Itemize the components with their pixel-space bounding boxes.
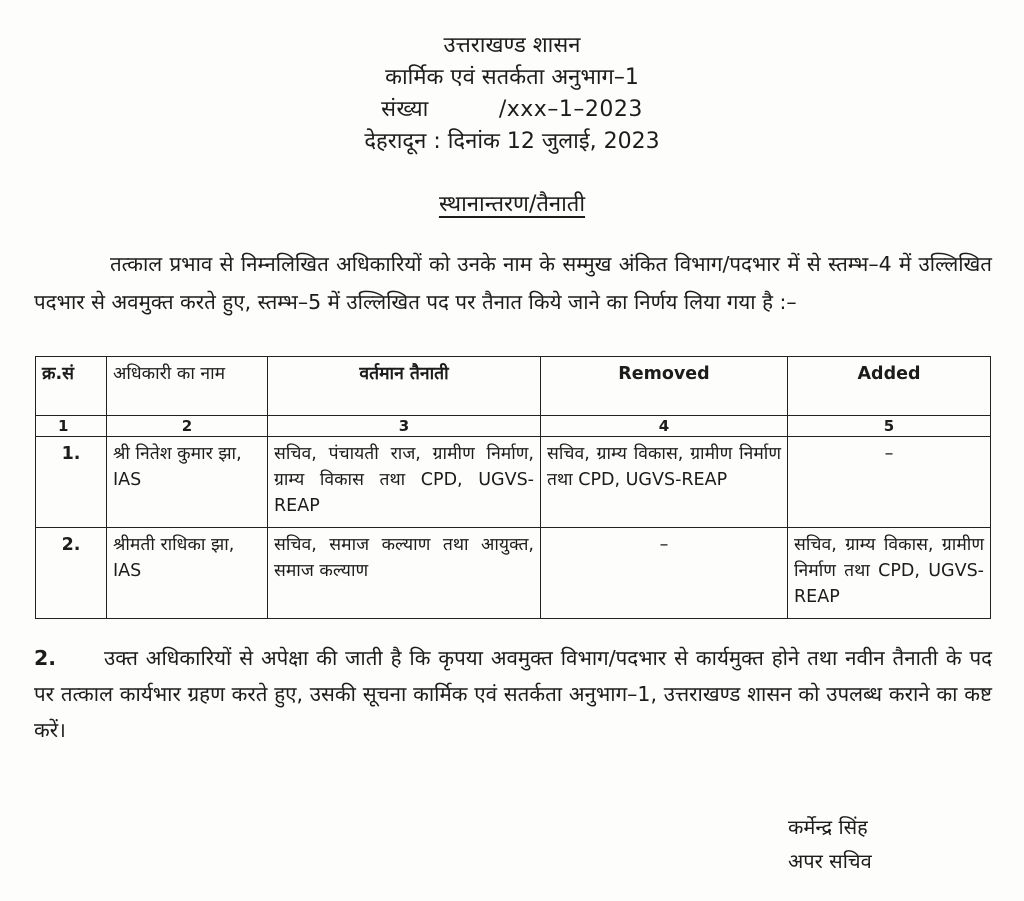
row-added: सचिव, ग्राम्य विकास, ग्रामीण निर्माण तथा CPD, UGVS-REAP (788, 528, 991, 619)
row-sno: 2. (36, 528, 107, 619)
table-header-row (36, 357, 991, 416)
column-number: 3 (268, 416, 541, 437)
row-officer-name: श्रीमती राधिका झा, IAS (107, 528, 268, 619)
header-officer-name: अधिकारी का नाम (107, 357, 268, 416)
header-added: Added (788, 357, 991, 416)
reference-label: संख्या (381, 97, 429, 122)
header-sno: क्र.सं (36, 357, 107, 416)
transfer-table (35, 356, 991, 619)
row-current-posting: सचिव, पंचायती राज, ग्रामीण निर्माण, ग्राम्य विकास तथा CPD, UGVS-REAP (268, 437, 541, 528)
column-number-row (36, 416, 991, 437)
letter-header (0, 30, 1024, 158)
government-name: उत्तराखण्ड शासन (443, 33, 581, 58)
row-current-posting: सचिव, समाज कल्याण तथा आयुक्त, समाज कल्याण (268, 528, 541, 619)
header-current-posting: वर्तमान तैनाती (268, 357, 541, 416)
column-number: 4 (541, 416, 788, 437)
reference-line (0, 94, 1024, 126)
subject-text: स्थानान्तरण/तैनाती (438, 192, 586, 217)
row-officer-name: श्री नितेश कुमार झा, IAS (107, 437, 268, 528)
signatory-name: कर्मेन्द्र सिंह (788, 815, 868, 839)
column-number: 2 (107, 416, 268, 437)
paragraph-number: 2. (34, 646, 57, 670)
row-removed: सचिव, ग्राम्य विकास, ग्रामीण निर्माण तथा CPD, UGVS-REAP (541, 437, 788, 528)
department-name: कार्मिक एवं सतर्कता अनुभाग–1 (385, 65, 639, 90)
header-removed: Removed (541, 357, 788, 416)
row-added: – (788, 437, 991, 528)
reference-number: /xxx–1–2023 (498, 97, 643, 122)
paragraph-1: तत्काल प्रभाव से निम्नलिखित अधिकारियों को उनके नाम के सम्मुख अंकित विभाग/पदभार में से स्तम्भ–4 में उल्लिखित पदभार से अवमुक्त करते हुए, स्तम्भ–5 में उल्लिखित पद पर तैनात किये जाने का निर्णय लिया गया है :– (34, 252, 992, 314)
signatory-designation: अपर सचिव (788, 849, 872, 873)
paragraph-2-text: उक्त अधिकारियों से अपेक्षा की जाती है कि कृपया अवमुक्त विभाग/पदभार से कार्यमुक्त होने तथा नवीन तैनाती के पद पर तत्काल कार्यभार ग्रहण करते हुए, उसकी सूचना कार्मिक एवं सतर्कता अनुभाग–1, उत्तराखण्ड शासन को उपलब्ध कराने का कष्ट करें। (34, 646, 992, 742)
paragraph-2 (34, 640, 992, 748)
signature-block (788, 810, 872, 878)
table-row (36, 528, 991, 619)
subject-heading (0, 188, 1024, 218)
row-removed: – (541, 528, 788, 619)
row-sno: 1. (36, 437, 107, 528)
place-date: देहरादून : दिनांक 12 जुलाई, 2023 (364, 129, 660, 154)
column-number: 1 (36, 416, 107, 437)
column-number: 5 (788, 416, 991, 437)
table-row (36, 437, 991, 528)
